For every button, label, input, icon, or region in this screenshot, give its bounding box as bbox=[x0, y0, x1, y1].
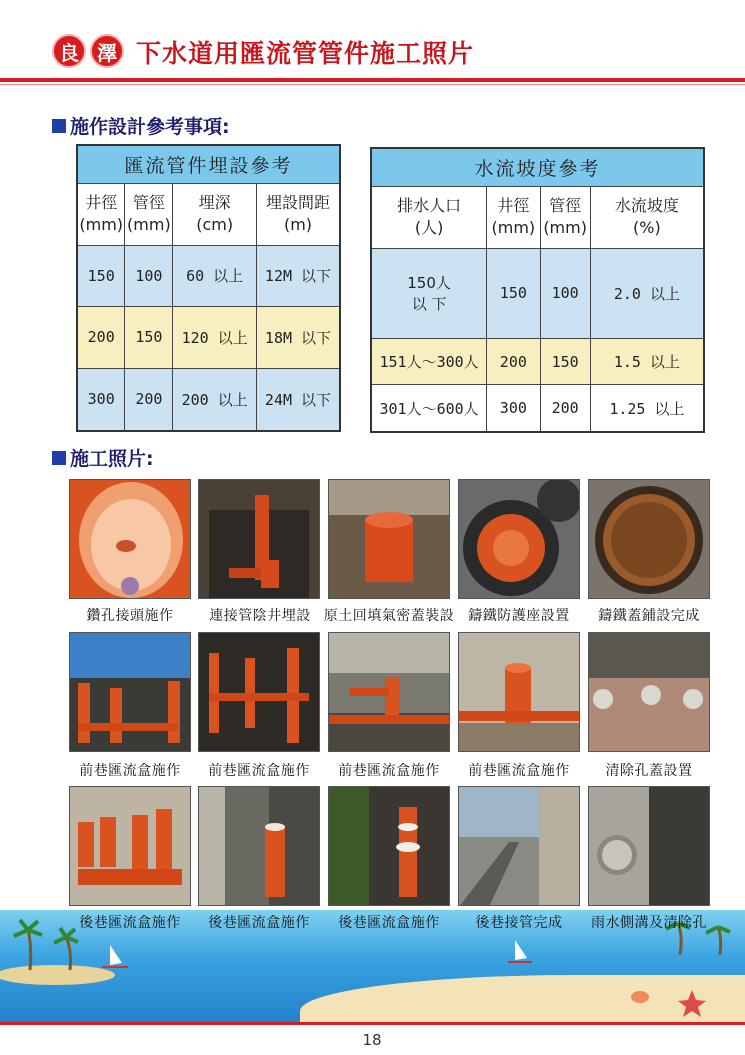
table-cell: 300 bbox=[487, 385, 540, 432]
table-header-cell: 水流坡度 (%) bbox=[590, 186, 704, 248]
table-cell: 24M 以下 bbox=[256, 368, 340, 431]
burial-reference-table bbox=[76, 144, 341, 432]
table-row bbox=[77, 245, 340, 307]
table-cell: 200 bbox=[125, 368, 173, 431]
photo-caption: 鑄鐵蓋鋪設完成 bbox=[598, 608, 700, 624]
footer-divider bbox=[0, 1022, 745, 1025]
photo-iron-cover-done bbox=[588, 479, 710, 599]
photo-caption: 前巷匯流盒施作 bbox=[208, 763, 310, 779]
table-row bbox=[77, 307, 340, 369]
header-divider bbox=[0, 78, 745, 82]
table-cell: 100 bbox=[125, 245, 173, 307]
table-cell: 151人～300人 bbox=[371, 338, 487, 384]
section-title-design bbox=[52, 112, 230, 139]
square-bullet-icon bbox=[52, 451, 66, 465]
square-bullet-icon bbox=[52, 119, 66, 133]
photo-cleanout-cover bbox=[588, 632, 710, 752]
photo-front-lane-2 bbox=[198, 632, 320, 752]
photo-caption: 前巷匯流盒施作 bbox=[79, 763, 181, 779]
table-cell: 150 bbox=[77, 245, 125, 307]
photo-back-lane-1 bbox=[69, 786, 191, 906]
table-header-cell: 井徑 (mm) bbox=[77, 183, 125, 245]
photo-caption: 連接管陰井埋設 bbox=[209, 608, 311, 624]
table-header-cell: 井徑 (mm) bbox=[487, 186, 540, 248]
photo-backfill-cap bbox=[328, 479, 450, 599]
photo-front-lane-4 bbox=[458, 632, 580, 752]
table-cell: 1.5 以上 bbox=[590, 338, 704, 384]
table-cell: 300 bbox=[77, 368, 125, 431]
photo-front-lane-3 bbox=[328, 632, 450, 752]
photo-caption: 鑄鐵防護座設置 bbox=[468, 608, 570, 624]
photo-manhole-burial bbox=[198, 479, 320, 599]
table-header-cell: 埋設間距 (m) bbox=[256, 183, 340, 245]
table-row bbox=[371, 338, 704, 384]
section-title-photos bbox=[52, 444, 154, 471]
photo-caption: 鑽孔接頭施作 bbox=[86, 608, 174, 624]
table-header-cell: 管徑 (mm) bbox=[540, 186, 590, 248]
photo-caption: 後巷匯流盒施作 bbox=[338, 915, 440, 931]
table-cell: 200 bbox=[77, 307, 125, 369]
header-divider-thin bbox=[0, 84, 745, 85]
table-cell: 150 bbox=[125, 307, 173, 369]
table-cell: 301人～600人 bbox=[371, 385, 487, 432]
section-title-photos-text: 施工照片: bbox=[70, 448, 154, 470]
table-cell: 18M 以下 bbox=[256, 307, 340, 369]
page-header bbox=[0, 0, 745, 90]
logo-badge-1: 良 bbox=[52, 34, 86, 68]
photo-caption: 清除孔蓋設置 bbox=[605, 763, 693, 779]
flow-slope-table bbox=[370, 147, 705, 433]
page-number: 18 bbox=[362, 1031, 382, 1049]
photo-caption: 後巷接管完成 bbox=[475, 915, 563, 931]
photo-back-lane-2 bbox=[198, 786, 320, 906]
photo-front-lane-1 bbox=[69, 632, 191, 752]
table-row bbox=[371, 385, 704, 432]
logo-badge-2: 澤 bbox=[90, 34, 124, 68]
photo-caption: 雨水側溝及清除孔 bbox=[591, 915, 707, 931]
table-cell: 12M 以下 bbox=[256, 245, 340, 307]
photo-caption: 後巷匯流盒施作 bbox=[79, 915, 181, 931]
photo-back-lane-3 bbox=[328, 786, 450, 906]
photo-caption: 前巷匯流盒施作 bbox=[338, 763, 440, 779]
photo-gutter-cleanout bbox=[588, 786, 710, 906]
table-cell: 60 以上 bbox=[173, 245, 257, 307]
table-cell: 200 bbox=[540, 385, 590, 432]
table-header-cell: 排水人口 (人) bbox=[371, 186, 487, 248]
slope-table-caption: 水流坡度參考 bbox=[371, 148, 704, 186]
photo-iron-guard-seat bbox=[458, 479, 580, 599]
table-cell: 150 bbox=[487, 248, 540, 338]
table-header-cell: 管徑 (mm) bbox=[125, 183, 173, 245]
table-cell: 120 以上 bbox=[173, 307, 257, 369]
section-title-design-text: 施作設計參考事項: bbox=[70, 116, 230, 138]
photo-drilling-joint bbox=[69, 479, 191, 599]
table-cell: 150人 以 下 bbox=[371, 248, 487, 338]
table-cell: 150 bbox=[540, 338, 590, 384]
photo-caption: 前巷匯流盒施作 bbox=[468, 763, 570, 779]
table-cell: 1.25 以上 bbox=[590, 385, 704, 432]
table-row bbox=[77, 368, 340, 431]
photo-back-lane-done bbox=[458, 786, 580, 906]
table-row bbox=[371, 248, 704, 338]
burial-table-caption: 匯流管件埋設參考 bbox=[77, 145, 340, 183]
table-cell: 200 bbox=[487, 338, 540, 384]
table-header-cell: 埋深 (cm) bbox=[173, 183, 257, 245]
photo-caption: 後巷匯流盒施作 bbox=[208, 915, 310, 931]
page-title: 下水道用匯流管管件施工照片 bbox=[136, 39, 475, 68]
table-cell: 2.0 以上 bbox=[590, 248, 704, 338]
photo-caption: 原土回填氣密蓋裝設 bbox=[323, 608, 455, 624]
table-cell: 200 以上 bbox=[173, 368, 257, 431]
table-cell: 100 bbox=[540, 248, 590, 338]
